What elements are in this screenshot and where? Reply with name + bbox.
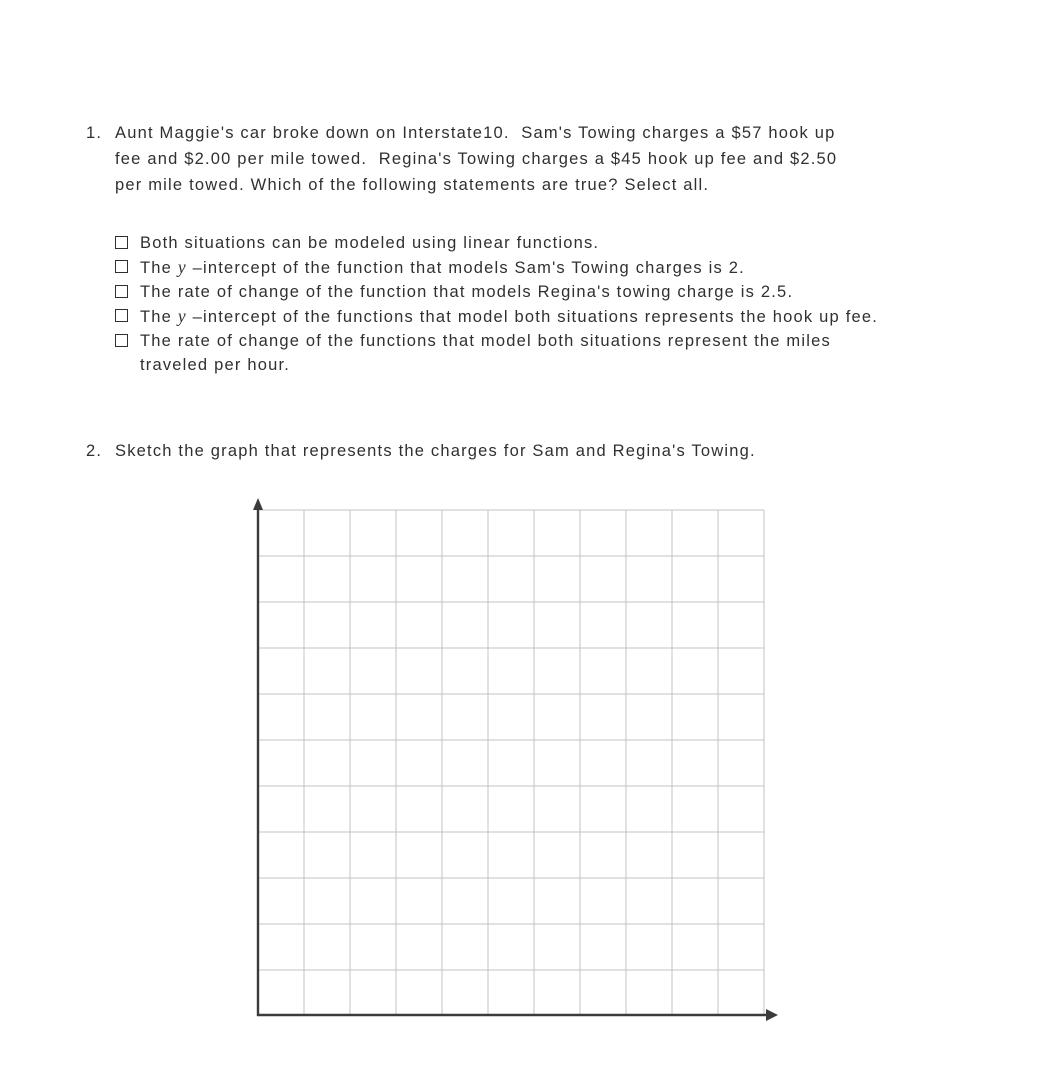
checkbox-icon[interactable] — [115, 260, 128, 273]
checkbox-option — [115, 231, 890, 255]
graph-grid-svg[interactable] — [252, 498, 782, 1022]
math-variable: y — [177, 257, 187, 277]
option-label: The rate of change of the functions that model both situations represent the miles traveled per hour. — [140, 332, 831, 374]
option-label: The rate of change of the function that models Regina's towing charge is 2.5. — [140, 283, 794, 301]
options-list — [115, 231, 890, 377]
checkbox-icon[interactable] — [115, 236, 128, 249]
problem-1 — [86, 120, 855, 198]
math-variable: y — [177, 306, 187, 326]
sketch-graph-area[interactable] — [252, 498, 782, 1027]
option-label: The y –intercept of the functions that model both situations represents the hook up fee. — [140, 306, 879, 326]
problem-2-number: 2. — [86, 442, 103, 460]
problem-1-number: 1. — [86, 124, 103, 142]
checkbox-option — [115, 280, 890, 304]
checkbox-icon[interactable] — [115, 334, 128, 347]
checkbox-option — [115, 255, 890, 280]
problem-2 — [86, 438, 935, 464]
problem-2-text: Sketch the graph that represents the charges for Sam and Regina's Towing. — [115, 442, 756, 460]
checkbox-option — [115, 304, 890, 329]
checkbox-option — [115, 329, 890, 377]
checkbox-icon[interactable] — [115, 309, 128, 322]
problem-1-text: Aunt Maggie's car broke down on Interstate10. Sam's Towing charges a $57 hook up fee and $2.00 per mile towed. Regina's Towing charges a $45 hook up fee and $2.50 per mile towed. Which of the following statements are true? Select all. — [115, 124, 844, 194]
option-label: The y –intercept of the function that models Sam's Towing charges is 2. — [140, 257, 745, 277]
checkbox-icon[interactable] — [115, 285, 128, 298]
option-label: Both situations can be modeled using linear functions. — [140, 234, 600, 252]
